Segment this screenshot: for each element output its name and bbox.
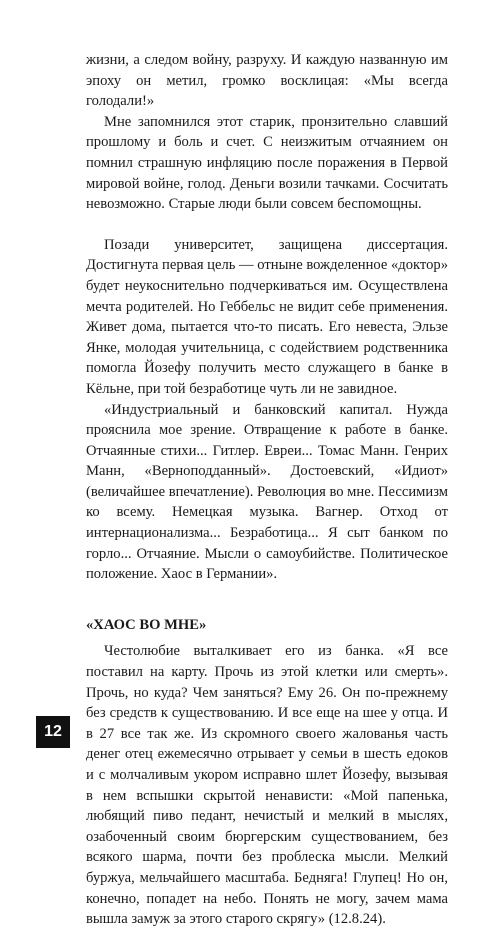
page-body xyxy=(86,50,448,930)
paragraph: «Индустриальный и банковский капитал. Нужда прояснила мое зрение. Отвращение к работе в банке. Отчаянные стихи... Гитлер. Евреи... Томас Манн. Генрих Манн, «Верноподданный». Достоевский, «Идиот» (величайшее впечатление). Революция во мне. Пессимизм ко всему. Немецкая музыка. Вагнер. Отход от интернационализма... Безработица... Я сыт банком по горло... Отчаяние. Мысли о самоубийстве. Политическое положение. Хаос в Германии». xyxy=(86,401,448,583)
page-number: 12 xyxy=(36,716,70,748)
section-gap xyxy=(86,585,448,615)
section-title: «ХАОС ВО МНЕ» xyxy=(86,616,207,633)
paragraph: Мне запомнился этот старик, пронзительно славший прошлому и боль и счет. С неизжитым отчаянием он помнил страшную инфляцию после поражения в Первой мировой войне, голод. Деньги возили тачками. Сосчитать невозможно. Старые люди были совсем беспомощны. xyxy=(86,113,448,213)
section-gap xyxy=(86,215,448,235)
paragraph: Позади университет, защищена диссертация. Достигнута первая цель — отныне вожделенное «доктор» будет неукоснительно подчеркиваться им. Осуществлена мечта родителей. Но Геббельс не видит себе применения. Живет дома, пытается что-то писать. Его невеста, Эльзе Янке, молодая учительница, с содействием родственника помогла Йозефу получить место служащего в банке в Кёльне, при той безработице чуть ли не завидное. xyxy=(86,236,449,397)
paragraph: Честолюбие выталкивает его из банка. «Я все поставил на карту. Прочь из этой клетки или смерть». Прочь, но куда? Чем заняться? Ему 26. Он по-прежнему без средств к существованию. И все еще на шее у отца. И в 27 все так же. Из скромного своего жалованья часть денег отец ежемесячно отрывает у семьи в шесть едоков и с молчаливым укором исправно шлет Йозефу, вызывая в нем вспышки скрытой ненависти: «Мой папенька, любящий пиво педант, нечистый и мелкий в мыслях, озабоченный своим бюргерским существованием, без всякого шарма, почти без проблеска мысли. Мелкий буржуа, мельчайшего масштаба. Бедняга! Глупец! Но он, конечно, попадет на небо. Понять не могу, зачем мама вышла замуж за этого старого скрягу» (12.8.24). xyxy=(86,643,448,928)
paragraph: жизни, а следом войну, разруху. И каждую названную им эпоху он метил, громко восклицая: «Мы всегда голодали!» xyxy=(86,52,448,110)
